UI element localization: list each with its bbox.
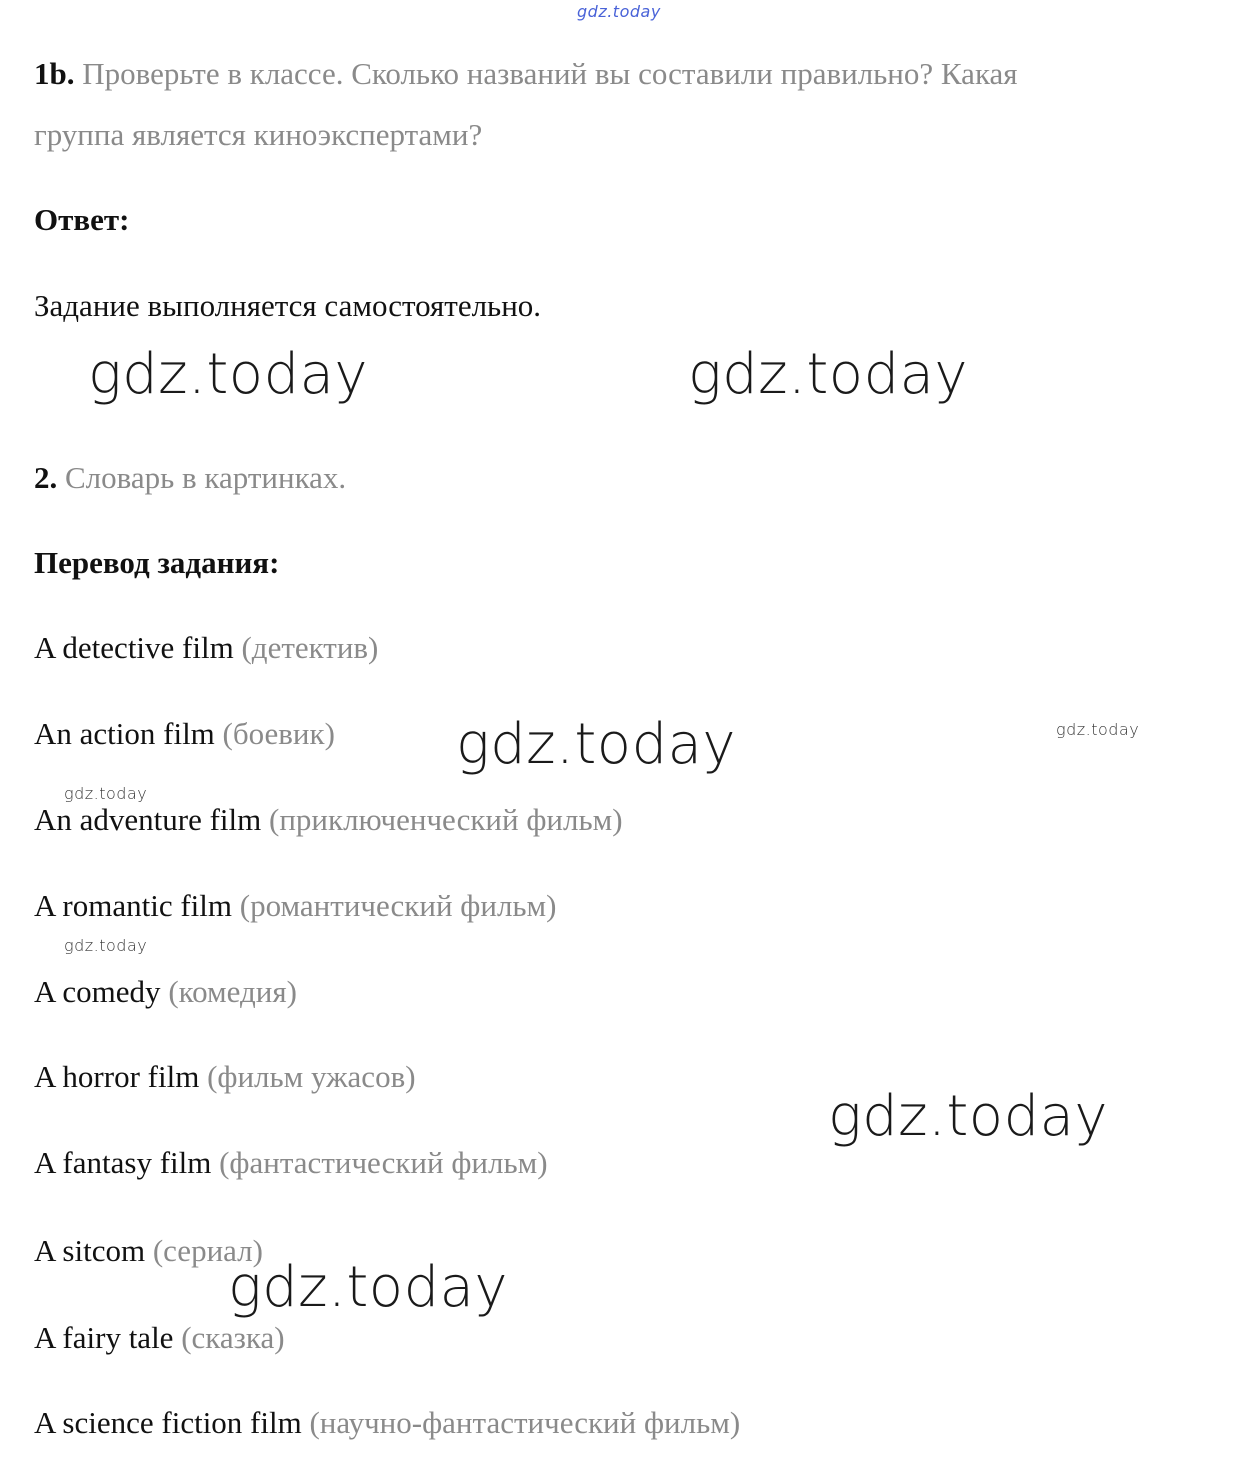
watermark-2: gdz.today: [688, 342, 969, 407]
watermark-small-2: gdz.today: [64, 784, 148, 803]
vocab-ru: (сериал): [152, 1233, 263, 1268]
vocab-item: [34, 802, 623, 838]
vocab-en: A horror film: [34, 1059, 200, 1094]
task-1b-text: Проверьте в классе. Сколько названий вы составили правильно? Какая: [82, 56, 1018, 91]
vocab-ru: (боевик): [222, 716, 335, 751]
vocab-en: A romantic film: [34, 888, 233, 923]
vocab-item: [34, 1059, 416, 1095]
answer-heading: Ответ:: [34, 202, 130, 237]
task-1b-line1: [34, 56, 1018, 92]
vocab-en: A fairy tale: [34, 1320, 174, 1355]
vocab-ru: (фильм ужасов): [207, 1059, 416, 1094]
vocab-en: An adventure film: [34, 802, 262, 837]
vocab-item: [34, 1320, 285, 1356]
vocab-item: [34, 974, 297, 1010]
watermark-3: gdz.today: [456, 712, 737, 777]
watermark-5: gdz.today: [228, 1255, 509, 1320]
task-2: [34, 460, 346, 496]
vocab-en: A sitcom: [34, 1233, 146, 1268]
task-2-number: 2.: [34, 460, 58, 495]
vocab-en: An action film: [34, 716, 215, 751]
watermark-4: gdz.today: [828, 1084, 1109, 1149]
translation-heading: Перевод задания:: [34, 545, 280, 580]
vocab-en: A fantasy film: [34, 1145, 212, 1180]
watermark-1: gdz.today: [88, 342, 369, 407]
vocab-item: [34, 888, 557, 924]
vocab-en: A science fiction film: [34, 1405, 302, 1440]
vocab-en: A comedy: [34, 974, 161, 1009]
vocab-item: [34, 716, 335, 752]
vocab-en: A detective film: [34, 630, 234, 665]
vocab-ru: (комедия): [168, 974, 297, 1009]
vocab-ru: (научно-фантастический фильм): [309, 1405, 741, 1440]
vocab-item: [34, 1145, 548, 1181]
vocab-ru: (сказка): [181, 1320, 285, 1355]
vocab-ru: (приключенческий фильм): [269, 802, 623, 837]
vocab-ru: (романтический фильм): [239, 888, 557, 923]
task-1b-number: 1b.: [34, 56, 75, 91]
watermark-top: gdz.today: [577, 2, 661, 21]
watermark-small-3: gdz.today: [64, 936, 148, 955]
vocab-item: [34, 1405, 740, 1441]
vocab-ru: (фантастический фильм): [219, 1145, 548, 1180]
answer-text: Задание выполняется самостоятельно.: [34, 288, 542, 323]
watermark-small-1: gdz.today: [1056, 720, 1140, 739]
vocab-item: [34, 630, 378, 666]
task-1b-line2: группа является киноэкспертами?: [34, 117, 483, 152]
vocab-ru: (детектив): [241, 630, 379, 665]
task-2-text: Словарь в картинках.: [65, 460, 347, 495]
